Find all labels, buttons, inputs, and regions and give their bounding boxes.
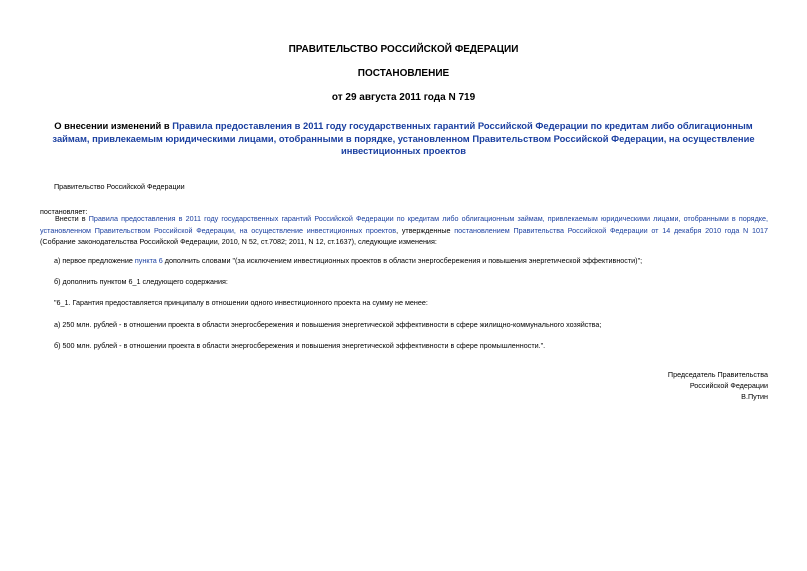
subitem-b: б) 500 млн. рублей - в отношении проекта в области энергосбережения и повышения энергетической эффективности в сфере промышленности.". <box>54 341 546 350</box>
item-a-prefix: а) первое предложение <box>54 256 135 265</box>
item-a <box>54 255 642 267</box>
title-prefix: О внесении изменений в <box>54 120 173 131</box>
document-date: от 29 августа 2011 года N 719 <box>331 92 476 103</box>
item-b: б) дополнить пунктом 6_1 следующего содержания: <box>54 277 228 286</box>
point-6-1-text: "6_1. Гарантия предоставляется принципалу в отношении одного инвестиционного проекта на сумму не менее: <box>54 298 428 307</box>
signature-position-1: Председатель Правительства <box>667 370 768 379</box>
rules-link[interactable]: Правила предоставления в 2011 году государственных гарантий Российской Федерации по кредитам либо облигационным займам, привлекаемым юридическими лицами, отобранными в порядке, установленном Правительством Российской Федерации, на осуществление инвестиционных проектов <box>40 214 768 235</box>
signature-name: В.Путин <box>741 392 768 401</box>
point-6-link[interactable]: пункта 6 <box>134 256 163 265</box>
intro-mid: , утвержденные <box>396 225 455 235</box>
intro-paragraph <box>40 213 768 248</box>
government-line: Правительство Российской Федерации <box>54 182 185 191</box>
decree-link[interactable]: постановлением Правительства Российской Федерации от 14 декабря 2010 года N 1017 <box>454 225 768 235</box>
subitem-a: а) 250 млн. рублей - в отношении проекта в области энергосбережения и повышения энергетической эффективности в сфере жилищно-коммунального хозяйства; <box>54 320 602 329</box>
intro-prefix: Внести в <box>55 214 89 223</box>
item-a-suffix: дополнить словами "(за исключением инвестиционных проектов в области энергосбережения и повышения энергетической эффективности)"; <box>162 256 643 265</box>
document-org-heading: ПРАВИТЕЛЬСТВО РОССИЙСКОЙ ФЕДЕРАЦИИ <box>288 44 519 55</box>
document-title <box>50 120 757 158</box>
signature-position-2: Российской Федерации <box>689 381 768 390</box>
resolves-line: постановляет: <box>40 207 88 216</box>
document-type-heading: ПОСТАНОВЛЕНИЕ <box>357 68 450 79</box>
title-rules-link[interactable]: Правила предоставления в 2011 году государственных гарантий Российской Федерации по кредитам либо облигационным займам, привлекаемым юридическими лицами, отобранными в порядке, установленном Правительством Российской Федерации, на осуществление инвестиционных проектов <box>52 120 755 156</box>
intro-suffix: (Собрание законодательства Российской Федерации, 2010, N 52, ст.7082; 2011, N 12, ст.1637), следующие изменения: <box>40 237 437 246</box>
